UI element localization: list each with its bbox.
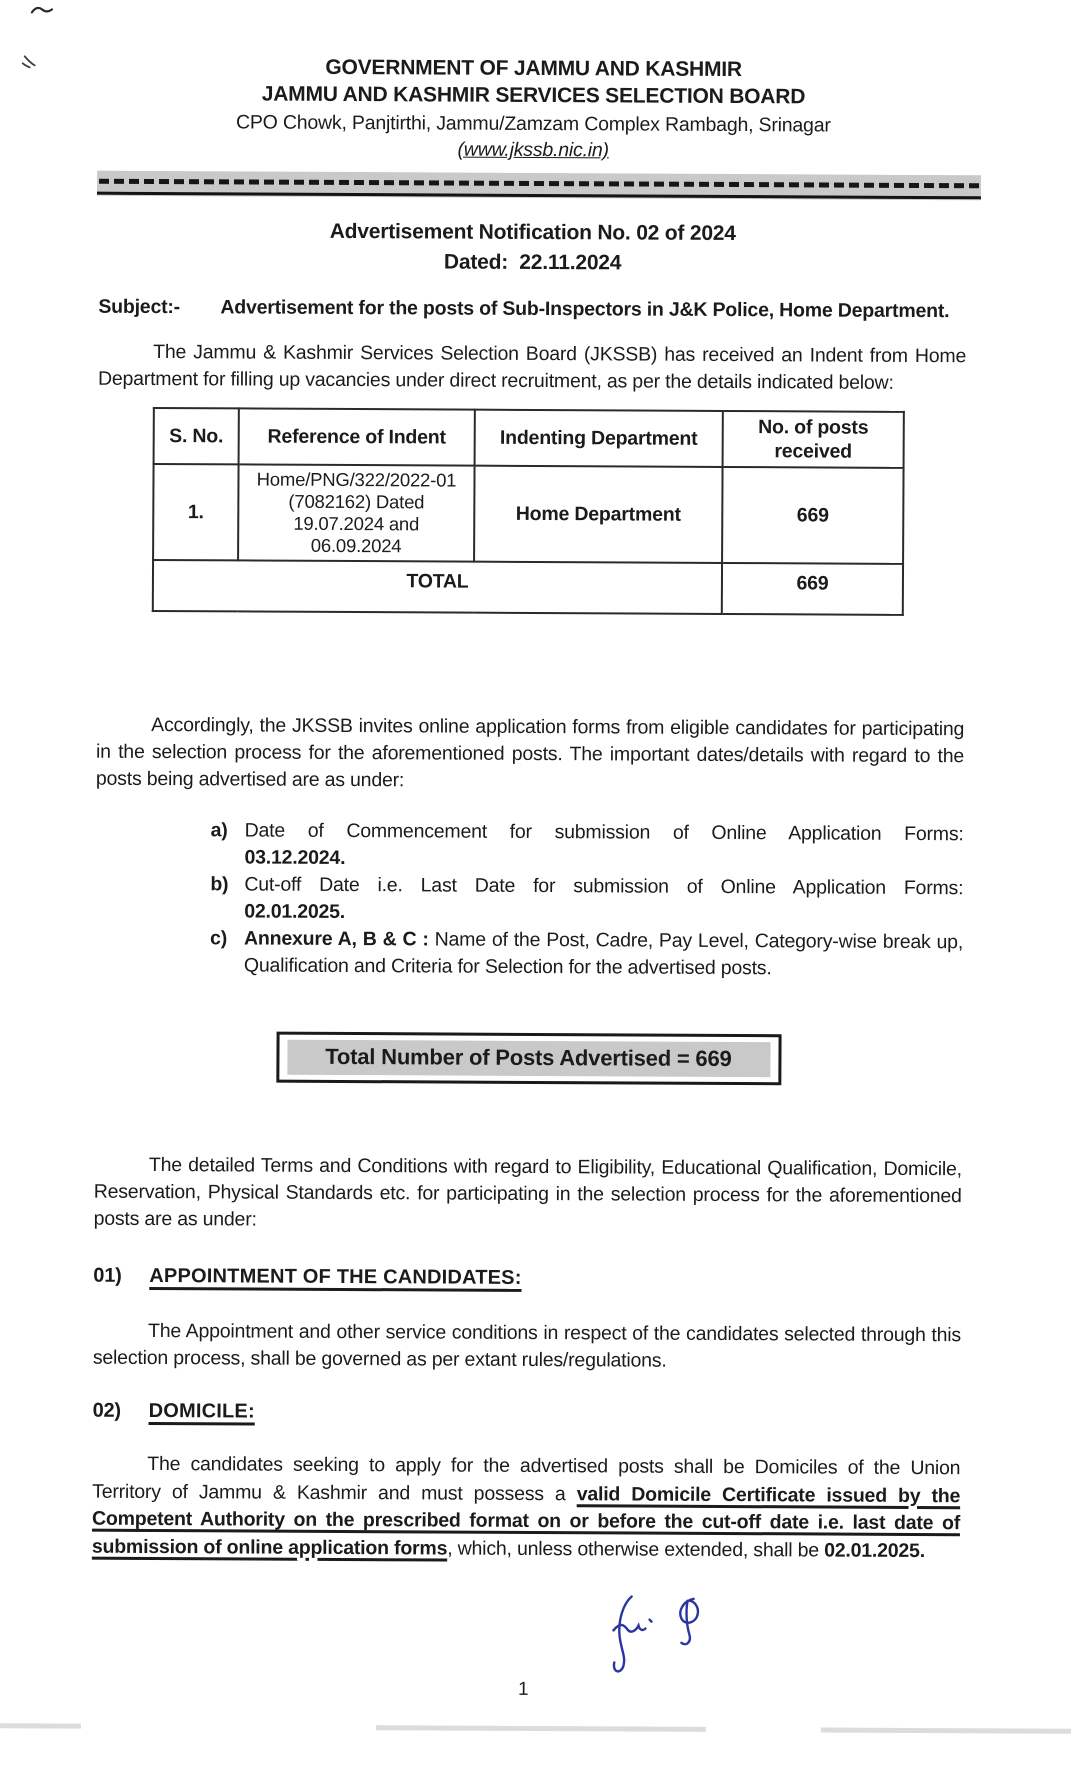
commencement-date-value: 03.12.2024. xyxy=(244,846,346,869)
list-item-a xyxy=(210,817,963,875)
signature-ink xyxy=(599,1590,717,1686)
cell-department: Home Department xyxy=(474,466,722,563)
list-item-c xyxy=(210,925,963,983)
key-dates-list xyxy=(210,817,964,983)
table-header-row xyxy=(154,408,904,468)
annexure-text: Name of the Post, Cadre, Pay Level, Category-wise break up, Qualification and Criteria for Selection for the advertised posts. xyxy=(243,928,964,980)
notification-title: Advertisement Notification No. 02 of 2024 xyxy=(329,219,736,246)
domicile-date: 02.01.2025. xyxy=(824,1539,926,1562)
dashed-rule xyxy=(99,179,979,189)
section-02-title: DOMICILE: xyxy=(148,1399,255,1423)
government-name: GOVERNMENT OF JAMMU AND KASHMIR xyxy=(325,55,742,82)
header-posts: No. of posts received xyxy=(723,411,904,468)
list-marker-b: b) xyxy=(210,873,229,896)
cutoff-date-text: Cut-off Date i.e. Last Date for submission of Online Application Forms: xyxy=(244,873,964,900)
intro-paragraph: The Jammu & Kashmir Services Selection Board (JKSSB) has received an Indent from Home Department for filling up vacancies under direct recruitment, as per the details indicated below: xyxy=(97,340,967,394)
commencement-date-text: Date of Commencement for submission of Online Application Forms: xyxy=(244,819,964,846)
total-label: TOTAL xyxy=(153,560,722,614)
section-02-number: 02) xyxy=(92,1399,121,1422)
domicile-emphasis: valid Domicile Certificate issued by the Competent Authority on the prescribed format on or before the cut-off date i.e. last date of submission of online application forms xyxy=(91,1482,961,1560)
section-01-heading xyxy=(93,1263,961,1295)
scan-artifact xyxy=(376,1725,706,1732)
annexure-lead: Annexure A, B & C : xyxy=(244,927,429,951)
cell-s-no: 1. xyxy=(153,464,239,560)
header-department: Indenting Department xyxy=(475,410,723,467)
letterhead xyxy=(99,53,968,166)
vacancy-table xyxy=(152,407,905,616)
subject-text: Advertisement for the posts of Sub-Inspectors in J&K Police, Home Department. xyxy=(220,296,950,323)
total-value: 669 xyxy=(722,563,903,615)
solid-rule xyxy=(97,192,981,200)
section-01-title: APPOINTMENT OF THE CANDIDATES: xyxy=(149,1264,522,1289)
scan-artifact xyxy=(0,1723,81,1728)
cell-reference: Home/PNG/322/2022-01 (7082162) Dated 19.07.2024 and 06.09.2024 xyxy=(238,464,474,561)
section-02-body xyxy=(92,1451,961,1566)
page-number: 1 xyxy=(517,1678,529,1700)
section-01-body: The Appointment and other service conditions in respect of the candidates selected through this selection process, shall be governed as per extant rules/regulations. xyxy=(92,1319,962,1372)
domicile-text-start: The candidates seeking to apply for the advertised posts shall be Domiciles of the Union Territory of Jammu & Kashmir and must possess a xyxy=(92,1452,961,1505)
notification-title-block xyxy=(99,216,967,281)
notification-date: Dated: 22.11.2024 xyxy=(443,250,622,275)
scan-artifact xyxy=(821,1727,1071,1733)
subject-label: Subject:- xyxy=(98,295,181,319)
subject-block xyxy=(98,294,966,326)
pen-scribble-mark xyxy=(30,3,54,16)
cell-posts-received: 669 xyxy=(722,467,904,564)
header-reference: Reference of Indent xyxy=(239,408,475,465)
domicile-text-middle: , which, unless otherwise extended, shall be xyxy=(447,1537,825,1562)
header-s-no: S. No. xyxy=(154,408,239,464)
pen-scribble-mark xyxy=(21,53,39,71)
table-row xyxy=(153,464,903,564)
total-posts-box xyxy=(276,1032,781,1086)
list-marker-c: c) xyxy=(210,927,228,950)
accordingly-paragraph: Accordingly, the JKSSB invites online application forms from eligible candidates for participating in the selection process for the aforementioned posts. The important dates/details with regard to the posts being advertised are as under: xyxy=(95,713,965,792)
table-total-row xyxy=(153,560,903,615)
section-01-number: 01) xyxy=(93,1264,122,1287)
board-name: JAMMU AND KASHMIR SERVICES SELECTION BOARD xyxy=(261,82,806,109)
list-item-b xyxy=(210,871,963,929)
section-02-heading xyxy=(93,1398,961,1430)
board-address: CPO Chowk, Panjtirthi, Jammu/Zamzam Complex Rambagh, Srinagar xyxy=(235,111,831,137)
total-posts-text: Total Number of Posts Advertised = 669 xyxy=(287,1040,770,1078)
list-marker-a: a) xyxy=(210,819,228,842)
board-website: (www.jkssb.nic.in) xyxy=(457,138,609,162)
terms-intro-paragraph: The detailed Terms and Conditions with regard to Eligibility, Educational Qualification, Domicile, Reservation, Physical Standards etc. for participating in the selection process for the aforementioned posts are as under: xyxy=(93,1153,962,1231)
header-separator-band xyxy=(97,171,981,201)
cutoff-date-value: 02.01.2025. xyxy=(244,900,346,923)
